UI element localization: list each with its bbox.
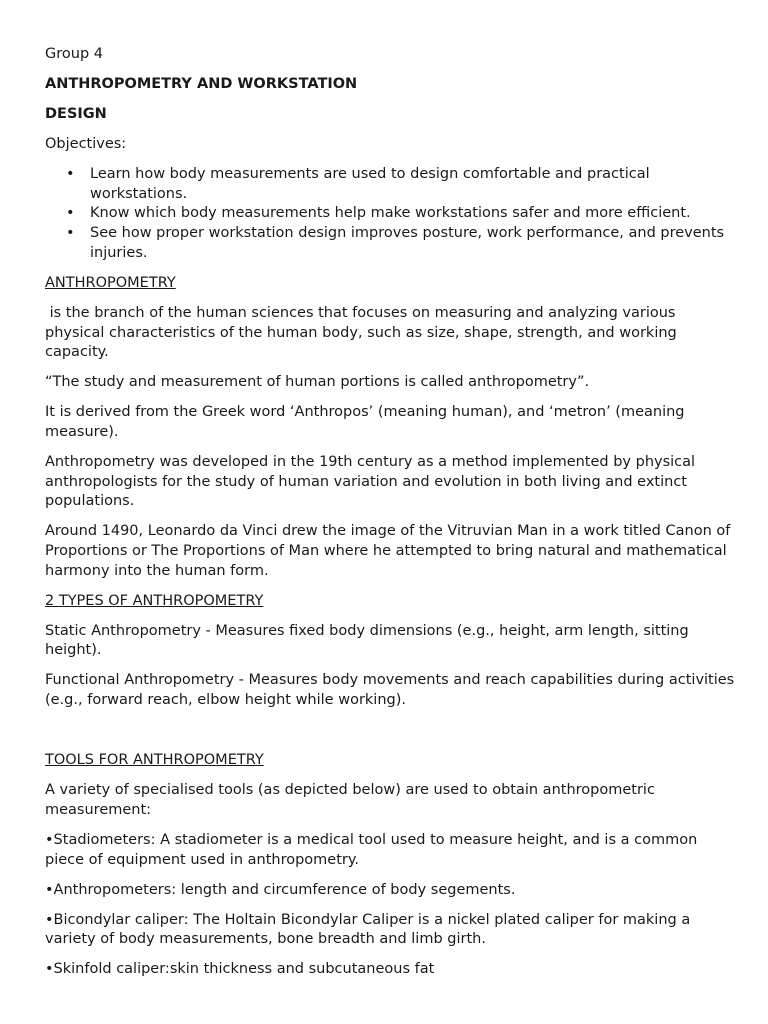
spacer: [45, 721, 735, 751]
definition-quote: “The study and measurement of human portions is called anthropometry”.: [45, 374, 590, 391]
objective-item: • Learn how body measurements are used to design comfortable and practical workstations.: [90, 165, 735, 204]
types-heading: 2 TYPES OF ANTHROPOMETRY: [45, 592, 264, 609]
tool-item: •Bicondylar caliper: The Holtain Bicondylar Caliper is a nickel plated caliper for making a variety of body measurements, bone breadth and limb girth.: [45, 911, 691, 948]
objective-item: • Know which body measurements help make workstations safer and more efficient.: [90, 204, 735, 224]
davinci-paragraph: Around 1490, Leonardo da Vinci drew the image of the Vitruvian Man in a work titled Canon of Proportions or The Proportions of Man where he attempted to bring natural and mathematical harmony into the human form.: [45, 523, 731, 579]
objectives-label: Objectives:: [45, 136, 127, 152]
functional-anthropometry: Functional Anthropometry - Measures body movements and reach capabilities during activities (e.g., forward reach, elbow height while working).: [45, 672, 735, 709]
greek-origin-paragraph: It is derived from the Greek word ‘Anthropos’ (meaning human), and ‘metron’ (meaning measure).: [45, 404, 685, 440]
objectives-list: [45, 165, 735, 264]
static-anthropometry: Static Anthropometry - Measures fixed body dimensions (e.g., height, arm length, sitting height).: [45, 622, 689, 659]
objective-item: • See how proper workstation design improves posture, work performance, and prevents injuries.: [90, 224, 735, 263]
tools-intro: A variety of specialised tools (as depicted below) are used to obtain anthropometric measurement:: [45, 782, 655, 818]
anthropometry-heading: ANTHROPOMETRY: [45, 274, 176, 291]
anthropometry-definition: is the branch of the human sciences that focuses on measuring and analyzing various physical characteristics of the human body, such as size, shape, strength, and working capacity.: [45, 304, 682, 361]
tool-item: •Stadiometers: A stadiometer is a medical tool used to measure height, and is a common piece of equipment used in anthropometry.: [45, 831, 698, 868]
title-line-1: ANTHROPOMETRY AND WORKSTATION: [45, 76, 358, 92]
tools-heading: TOOLS FOR ANTHROPOMETRY: [45, 752, 264, 769]
document-page: [45, 45, 735, 990]
tool-item: •Skinfold caliper:skin thickness and subcutaneous fat: [45, 961, 435, 978]
tool-item: •Anthropometers: length and circumference of body segements.: [45, 881, 516, 898]
group-label: Group 4: [45, 46, 103, 62]
history-paragraph: Anthropometry was developed in the 19th century as a method implemented by physical anthropologists for the study of human variation and evolution in both living and extinct populations.: [45, 453, 696, 510]
title-line-2: DESIGN: [45, 106, 107, 122]
